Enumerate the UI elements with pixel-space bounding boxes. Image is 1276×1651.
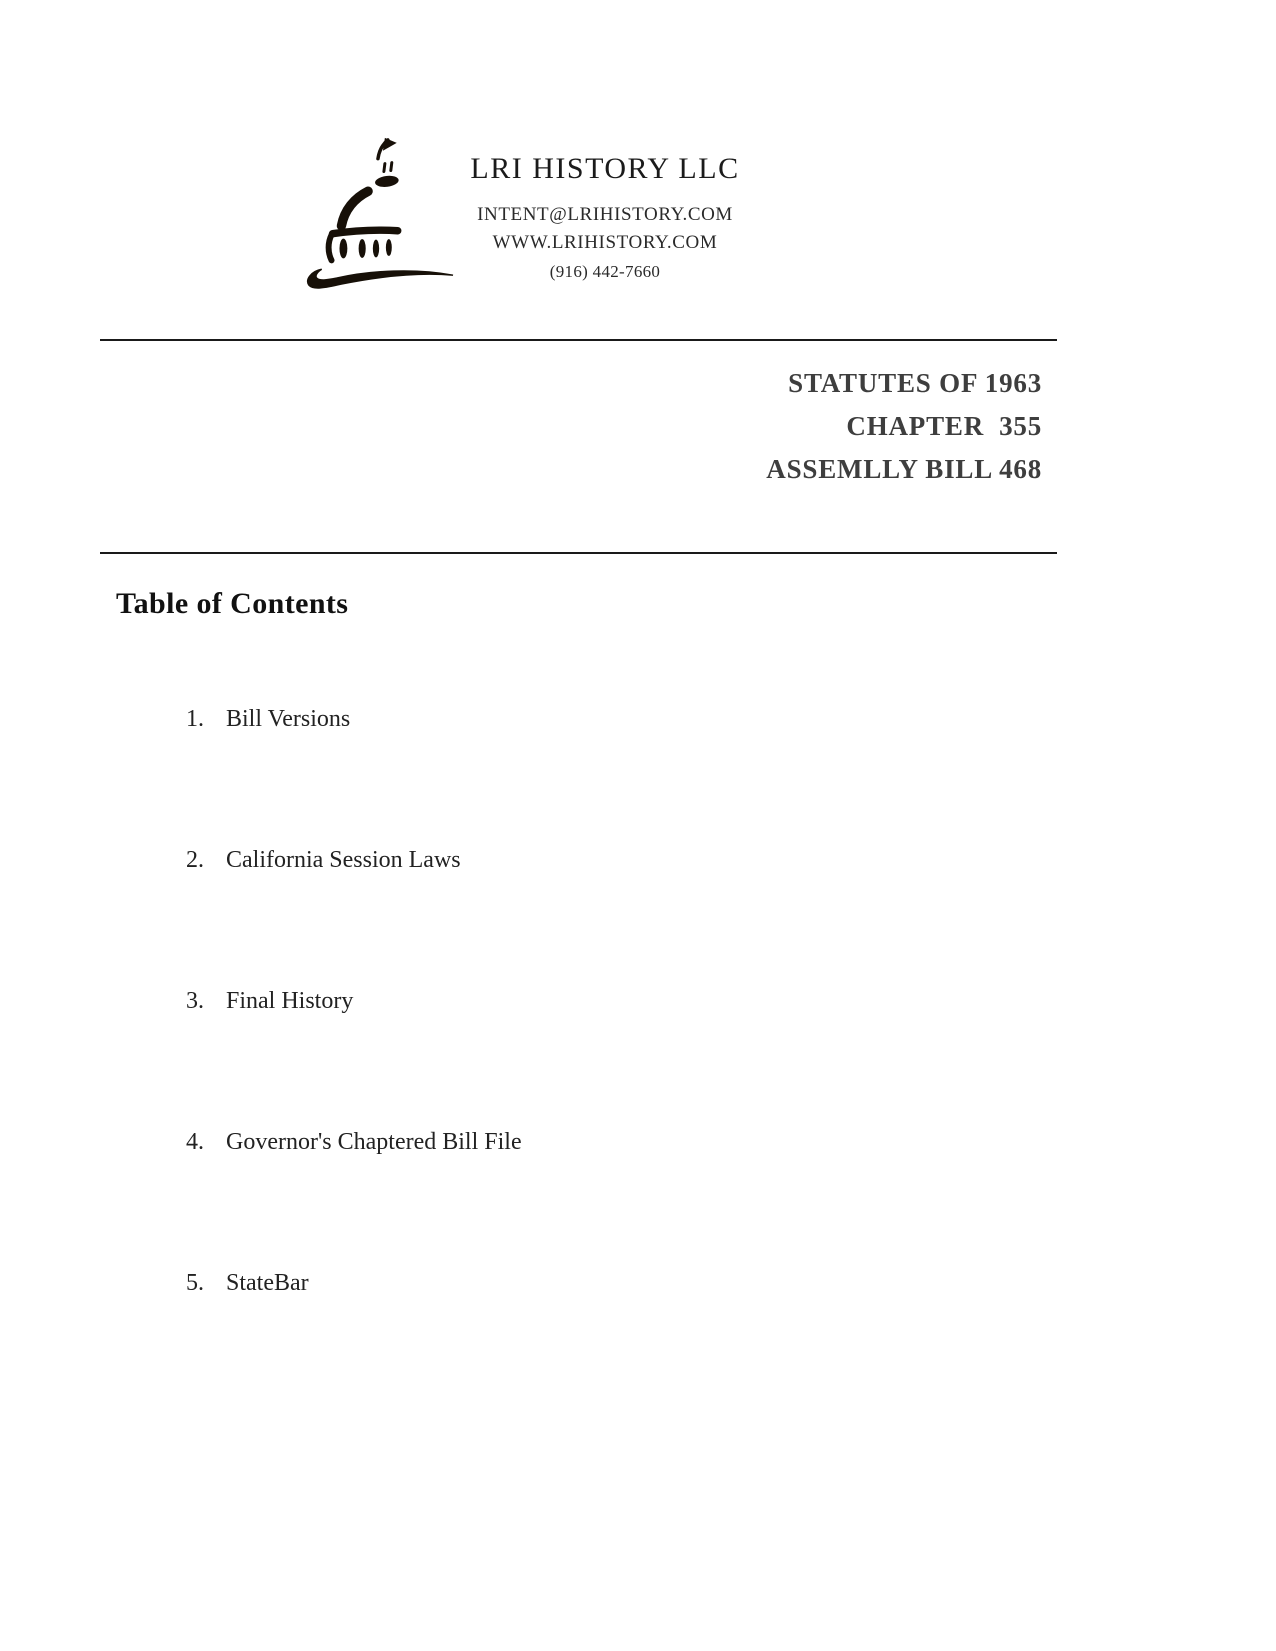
toc-item-label: Bill Versions xyxy=(226,706,351,732)
company-phone: (916) 442-7660 xyxy=(549,262,661,281)
chapter-line: CHAPTER 355 xyxy=(846,411,1042,441)
toc-item-number: 1. xyxy=(186,706,204,732)
toc-item-number: 5. xyxy=(186,1270,204,1296)
company-email: INTENT@LRIHISTORY.COM xyxy=(477,204,733,225)
toc-item xyxy=(150,1072,850,1213)
toc-item-label: Governor's Chaptered Bill File xyxy=(226,1129,522,1155)
divider-bottom xyxy=(100,552,1057,554)
toc-list xyxy=(150,649,850,1354)
toc-heading: Table of Contents xyxy=(116,587,349,620)
letterhead xyxy=(420,152,790,284)
toc-item-number: 4. xyxy=(186,1129,204,1155)
document-title-block xyxy=(766,362,1042,491)
toc-item-number: 2. xyxy=(186,847,204,873)
toc-item-number: 3. xyxy=(186,988,204,1014)
toc-item xyxy=(150,790,850,931)
divider-top xyxy=(100,339,1057,341)
toc-item xyxy=(150,1213,850,1354)
toc-item-label: StateBar xyxy=(226,1270,309,1296)
toc-item xyxy=(150,931,850,1072)
toc-item-label: Final History xyxy=(226,988,354,1014)
company-website: WWW.LRIHISTORY.COM xyxy=(492,232,718,253)
company-name: LRI HISTORY LLC xyxy=(470,152,740,185)
toc-item-label: California Session Laws xyxy=(226,847,461,873)
assembly-bill-line: ASSEMLLY BILL 468 xyxy=(766,454,1042,484)
toc-item xyxy=(150,649,850,790)
statutes-line: STATUTES OF 1963 xyxy=(788,368,1042,398)
